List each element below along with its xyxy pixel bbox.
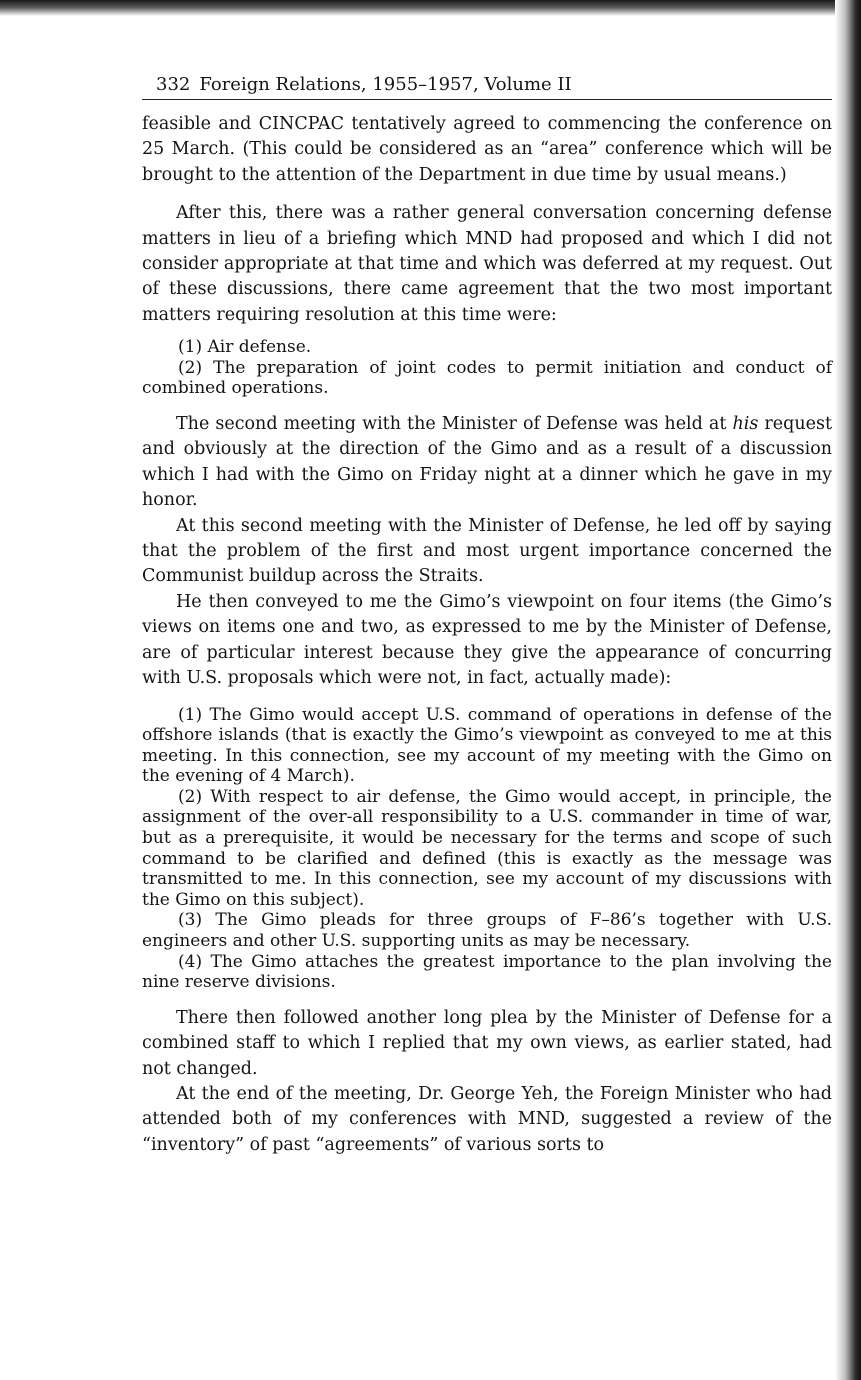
gimo-items-list <box>142 705 832 993</box>
list-item: (4) The Gimo attaches the greatest importance to the plan involving the nine reserve divisions. <box>142 951 832 993</box>
list-item: (2) The preparation of joint codes to permit initiation and conduct of combined operations. <box>142 357 832 399</box>
list-item: (3) The Gimo pleads for three groups of F–86’s together with U.S. engineers and other U.S. supporting units as may be necessary. <box>142 910 832 952</box>
list-item: (1) Air defense. <box>178 337 312 358</box>
paragraph-general-conversation: After this, there was a rather general conversation concerning defense matters in lieu of a briefing which MND had proposed and which I did not consider appropriate at that time and which was deferred at my request. Out of these discussions, there came agreement that the two most important matters requiring resolution at this time were: <box>142 203 832 325</box>
matters-list <box>142 337 832 399</box>
publication-title: Foreign Relations, 1955–1957, Volume II <box>199 74 572 95</box>
paragraph-gimo-viewpoint: He then conveyed to me the Gimo’s viewpoint on four items (the Gimo’s views on items one and two, as expressed to me by the Minister of Defense, are of particular interest because they give the appearance of concurring with U.S. proposals which were not, in fact, actually made): <box>142 591 832 689</box>
list-item: (1) The Gimo would accept U.S. command of operations in defense of the offshore islands (that is exactly the Gimo’s viewpoint as conveyed to me at this meeting. In this connection, see my account of my meeting with the Gimo on the evening of 4 March). <box>142 704 832 787</box>
document-body <box>142 112 832 1158</box>
page-number: 332 <box>156 74 191 95</box>
paragraph-combined-staff: There then followed another long plea by the Minister of Defense for a combined staff to which I replied that my own views, as earlier stated, had not changed. <box>142 1007 832 1079</box>
paragraph-continued: feasible and CINCPAC tentatively agreed to commencing the conference on 25 March. (This could be considered as an “area” conference which will be brought to the attention of the Department in due time by usual means.) <box>142 114 832 185</box>
paragraph-end-of-meeting: At the end of the meeting, Dr. George Yeh, the Foreign Minister who had attended both of my conferences with MND, suggested a review of the “inventory” of past “agreements” of various sorts to <box>142 1084 832 1155</box>
text-run: request and obviously at the direction of the Gimo and as a result of a discussion which I had with the Gimo on Friday night at a dinner which he gave in my honor. <box>142 414 832 511</box>
document-page <box>142 74 832 1354</box>
scan-edge-top <box>0 0 861 16</box>
list-item: (2) With respect to air defense, the Gimo would accept, in principle, the assignment of the over-all responsibility to a U.S. commander in time of war, but as a prerequisite, it would be necessary for the terms and scope of such command to be clarified and defined (this is exactly as the message was transmitted to me. In this connection, see my account of my discussions with the Gimo on this subject). <box>142 786 832 910</box>
paragraph-communist-buildup: At this second meeting with the Minister of Defense, he led off by saying that the problem of the first and most urgent importance concerned the Communist buildup across the Straits. <box>142 515 832 587</box>
italic-word: his <box>732 414 759 435</box>
scan-edge-right <box>835 0 861 1380</box>
paragraph-second-meeting <box>142 412 832 514</box>
text-run: The second meeting with the Minister of Defense was held at <box>176 414 733 435</box>
running-head <box>142 74 832 100</box>
